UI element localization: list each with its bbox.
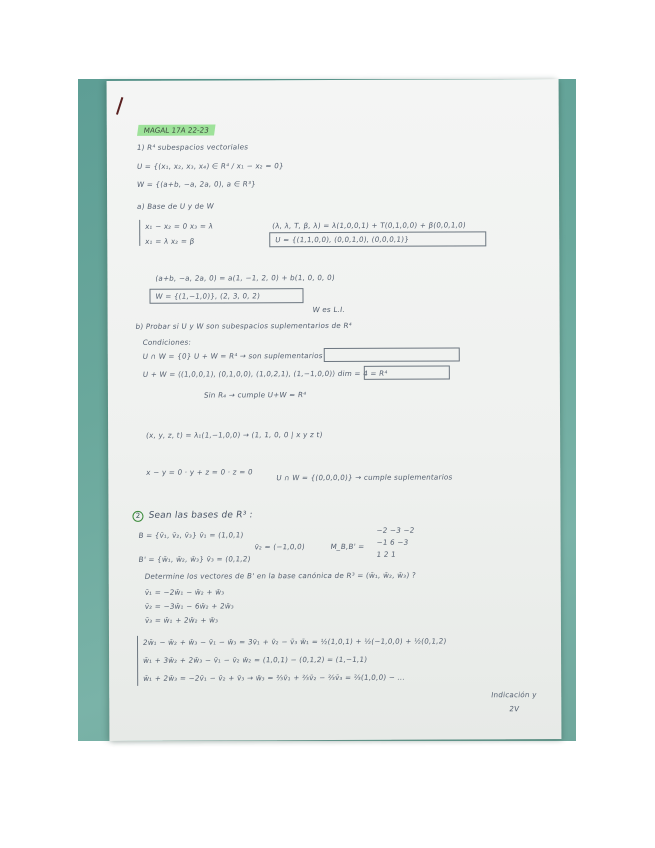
conditions-line: U ∩ W = {0} U + W = R⁴ → son suplementarios bbox=[142, 351, 324, 361]
conditions-label: Condiciones: bbox=[142, 337, 192, 347]
u-definition: U = {(x₁, x₂, x₃, x₄) ∈ R⁴ / x₁ − x₂ = 0} bbox=[136, 161, 285, 171]
basis-u: U = {(1,1,0,0), (0,0,1,0), (0,0,0,1)} bbox=[274, 234, 410, 245]
notebook-page bbox=[107, 79, 562, 741]
pen-mark-icon bbox=[116, 97, 123, 115]
parametric-form: (λ, λ, T, β, λ) = λ(1,0,0,1) + T(0,1,0,0) + β(0,0,1,0) bbox=[271, 220, 467, 231]
part-b-heading: b) Probar si U y W son subespacios suplementarios de R⁴ bbox=[135, 320, 353, 331]
vector-v2: v̄₂ = (−1,0,0) bbox=[253, 542, 306, 552]
section2-number: 2 bbox=[132, 511, 143, 522]
suplementarios-box bbox=[324, 347, 460, 362]
section1-statement bbox=[136, 142, 249, 151]
page-header: MAGAL 17A 22-23 bbox=[137, 125, 215, 136]
intersection-result: U ∩ W = {(0,0,0,0)} → cumple suplementarios bbox=[275, 472, 454, 483]
sum-line: U + W = ⟨(1,0,0,1), (0,1,0,0), (1,0,2,1), (1,−1,0,0)⟩ dim = 4 = R⁴ bbox=[142, 368, 389, 379]
footer-note: Indicación y bbox=[490, 690, 538, 700]
w-parametric: (a+b, −a, 2a, 0) = a(1, −1, 2, 0) + b(1, 0, 0, 0) bbox=[154, 272, 336, 283]
w-definition: W = {(a+b, −a, 2a, 0), a ∈ R³} bbox=[136, 179, 257, 189]
equation-v1: v̄₁ = −2w̄₁ − w̄₂ + w̄₃ bbox=[144, 587, 225, 597]
matrix-row-3: 1 2 1 bbox=[376, 549, 397, 559]
sum-box bbox=[364, 365, 450, 379]
footer-note-2: 2V bbox=[508, 704, 520, 714]
solution-line-2: w̄₁ + 3w̄₂ + 2w̄₃ − v̄₁ − v̄₂ w̄₂ = (1,0,1) − (0,1,2) = (1,−1,1) bbox=[142, 654, 368, 665]
system-left: x − y = 0 · y + z = 0 · z = 0 bbox=[145, 467, 254, 477]
matrix-row-1: −2 −3 −2 bbox=[375, 525, 416, 535]
matrix-note: Sin R₄ → cumple U+W = R⁴ bbox=[203, 390, 307, 400]
section1-text: R⁴ subespacios vectoriales bbox=[146, 142, 249, 152]
section2-question: Determine los vectores de B' en la base canónica de R³ = (w̄₁, w̄₂, w̄₃) ? bbox=[144, 570, 417, 581]
solution-brace bbox=[137, 636, 138, 686]
section1-number: 1) bbox=[136, 142, 146, 152]
part-a-heading: a) Base de U y de W bbox=[136, 201, 215, 211]
intersection-line: (x, y, z, t) = λ₁(1,−1,0,0) → (1, 1, 0, 0 | x y z t) bbox=[145, 430, 324, 440]
matrix-row-2: −1 6 −3 bbox=[375, 537, 409, 547]
system-line-2: x₁ = λ x₂ = β bbox=[144, 236, 196, 246]
basis-b-prime: B' = {w̄₁, w̄₂, w̄₃} v̄₃ = (0,1,2) bbox=[138, 554, 252, 564]
equation-v2: v̄₂ = −3w̄₁ − 6w̄₂ + 2w̄₃ bbox=[144, 601, 235, 611]
matrix-label: M_B,B' = bbox=[329, 541, 366, 552]
basis-w: W = {(1,−1,0)}, (2, 3, 0, 2) bbox=[154, 291, 261, 301]
equation-v3: v̄₃ = w̄₁ + 2w̄₂ + w̄₃ bbox=[144, 615, 219, 625]
solution-line-3: w̄₁ + 2w̄₃ = −2v̄₁ − v̄₂ + v̄₃ → w̄₃ = ⅔v̄₁ + ⅔v̄₂ − ⅔v̄₃ = ⅔(1,0,0) − ... bbox=[142, 672, 406, 683]
solution-line-1: 2w̄₁ − w̄₂ + w̄₃ − v̄₁ − w̄₃ = 3v̄₁ + v̄₂ − v̄₃ w̄₁ = ½(1,0,1) + ½(−1,0,0) + ½(0,1,2) bbox=[142, 636, 448, 647]
basis-b: B = {v̄₁, v̄₂, v̄₃} v̄₁ = (1,0,1) bbox=[137, 530, 245, 540]
li-note: W es L.I. bbox=[311, 304, 346, 315]
system-brace bbox=[139, 220, 140, 246]
section2-statement: Sean las bases de R³ : bbox=[147, 510, 254, 521]
system-line-1: x₁ − x₂ = 0 x₃ = λ bbox=[144, 221, 214, 231]
